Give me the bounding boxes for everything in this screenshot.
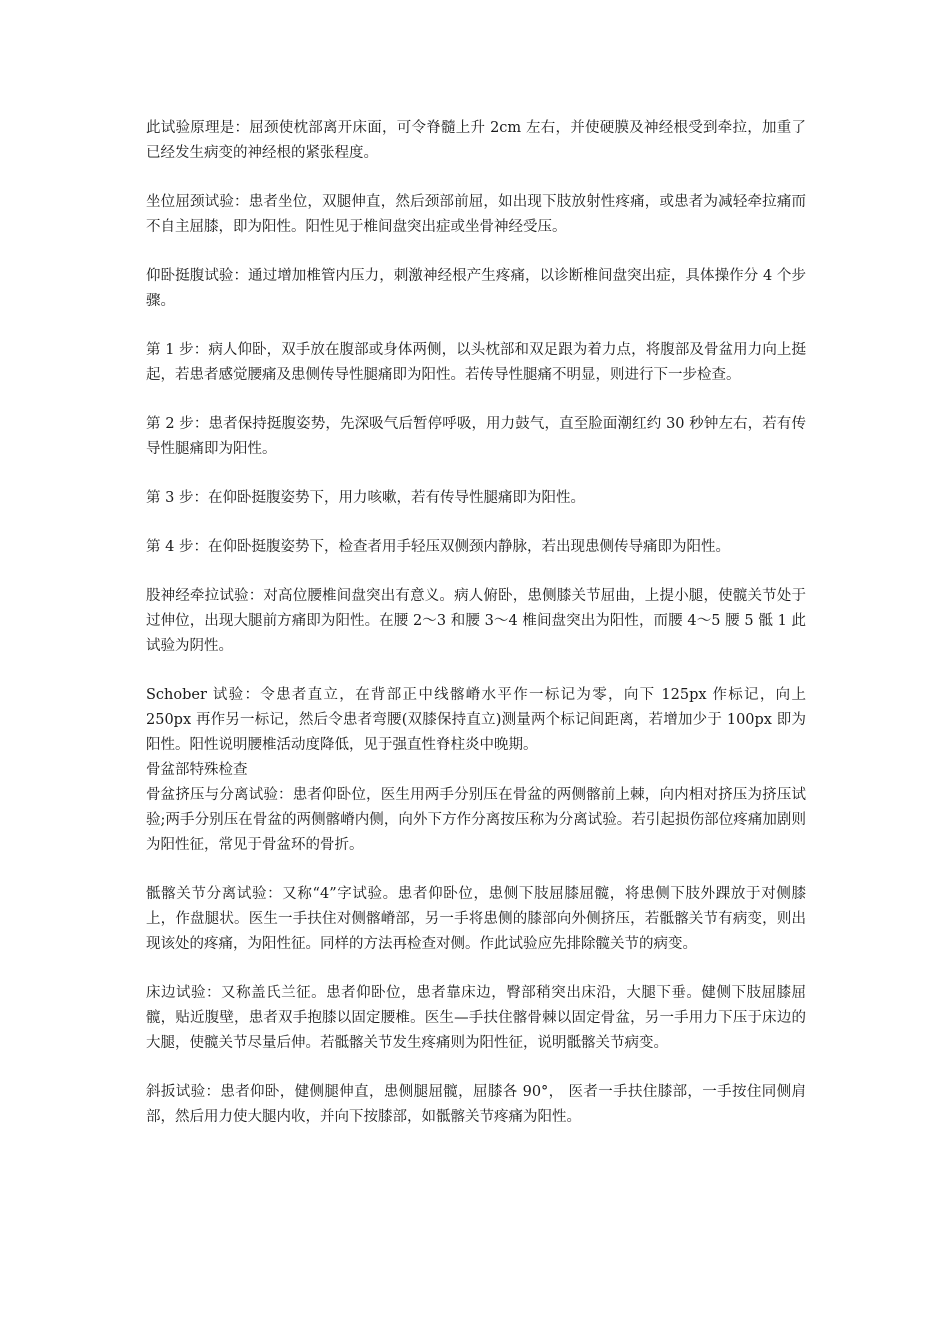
paragraph-pelvic-compression-test: 骨盆挤压与分离试验：患者仰卧位，医生用两手分别压在骨盆的两侧髂前上棘，向内相对挤压为挤压试验;两手分别压在骨盆的两侧髂嵴内侧，向外下方作分离按压称为分离试验。若引起损伤部位疼痛加剧则为阳性征，常见于骨盆环的骨折。 xyxy=(146,787,806,853)
paragraph-oblique-pull-test: 斜扳试验：患者仰卧，健侧腿伸直，患侧腿屈髋，屈膝各 90°， 医者一手扶住膝部，一手按住同侧肩部，然后用力使大腿内收，并向下按膝部，如骶髂关节疼痛为阳性。 xyxy=(146,1084,806,1125)
paragraph-seated-neck-flexion-test: 坐位屈颈试验：患者坐位，双腿伸直，然后颈部前屈，如出现下肢放射性疼痛，或患者为减轻牵拉痛而不自主屈膝，即为阳性。阳性见于椎间盘突出症或坐骨神经受压。 xyxy=(146,194,806,235)
paragraph-supine-abdomen-lift-test: 仰卧挺腹试验：通过增加椎管内压力，刺激神经根产生疼痛，以诊断椎间盘突出症，具体操作分 4 个步骤。 xyxy=(146,268,806,309)
paragraph-step-3: 第 3 步：在仰卧挺腹姿势下，用力咳嗽，若有传导性腿痛即为阳性。 xyxy=(146,490,585,506)
paragraph-sacroiliac-separation-test: 骶髂关节分离试验：又称“4”字试验。患者仰卧位，患侧下肢屈膝屈髋，将患侧下肢外踝放于对侧膝上，作盘腿状。医生一手扶住对侧髂嵴部，另一手将患侧的膝部向外侧挤压，若骶髂关节有病变，则出现该处的疼痛，为阳性征。同样的方法再检查对侧。作此试验应先排除髋关节的病变。 xyxy=(146,886,806,952)
section-heading-pelvis: 骨盆部特殊检查 xyxy=(146,762,248,778)
document-body xyxy=(146,116,806,1154)
paragraph-neck-flexion-principle: 此试验原理是：屈颈使枕部离开床面，可令脊髓上升 2cm 左右，并使硬膜及神经根受到牵拉，加重了已经发生病变的神经根的紧张程度。 xyxy=(146,120,806,161)
paragraph-step-4: 第 4 步：在仰卧挺腹姿势下，检查者用手轻压双侧颈内静脉，若出现患侧传导痛即为阳性。 xyxy=(146,539,730,555)
paragraph-femoral-nerve-stretch-test: 股神经牵拉试验：对高位腰椎间盘突出有意义。病人俯卧，患侧膝关节屈曲，上提小腿，使髋关节处于过伸位，出现大腿前方痛即为阳性。在腰 2～3 和腰 3～4 椎间盘突出为阳性，而腰 4～5 腰 5 骶 1 此试验为阴性。 xyxy=(146,588,806,654)
paragraph-step-1: 第 1 步：病人仰卧，双手放在腹部或身体两侧，以头枕部和双足跟为着力点，将腹部及骨盆用力向上挺起，若患者感觉腰痛及患侧传导性腿痛即为阳性。若传导性腿痛不明显，则进行下一步检查。 xyxy=(146,342,806,383)
paragraph-schober-test: Schober 试验：令患者直立，在背部正中线髂嵴水平作一标记为零，向下 125px 作标记，向上 250px 再作另一标记，然后令患者弯腰(双膝保持直立)测量两个标记间距离，若增加少于 100px 即为阳性。阳性说明腰椎活动度降低，见于强直性脊柱炎中晚期。 xyxy=(146,687,806,753)
paragraph-bedside-test: 床边试验：又称盖氏兰征。患者仰卧位，患者靠床边，臀部稍突出床沿，大腿下垂。健侧下肢屈膝屈髋，贴近腹壁，患者双手抱膝以固定腰椎。医生—手扶住髂骨棘以固定骨盆，另一手用力下压于床边的大腿，使髋关节尽量后伸。若骶髂关节发生疼痛则为阳性征，说明骶髂关节病变。 xyxy=(146,985,806,1051)
paragraph-step-2: 第 2 步：患者保持挺腹姿势，先深吸气后暂停呼吸，用力鼓气，直至脸面潮红约 30 秒钟左右，若有传导性腿痛即为阳性。 xyxy=(146,416,806,457)
